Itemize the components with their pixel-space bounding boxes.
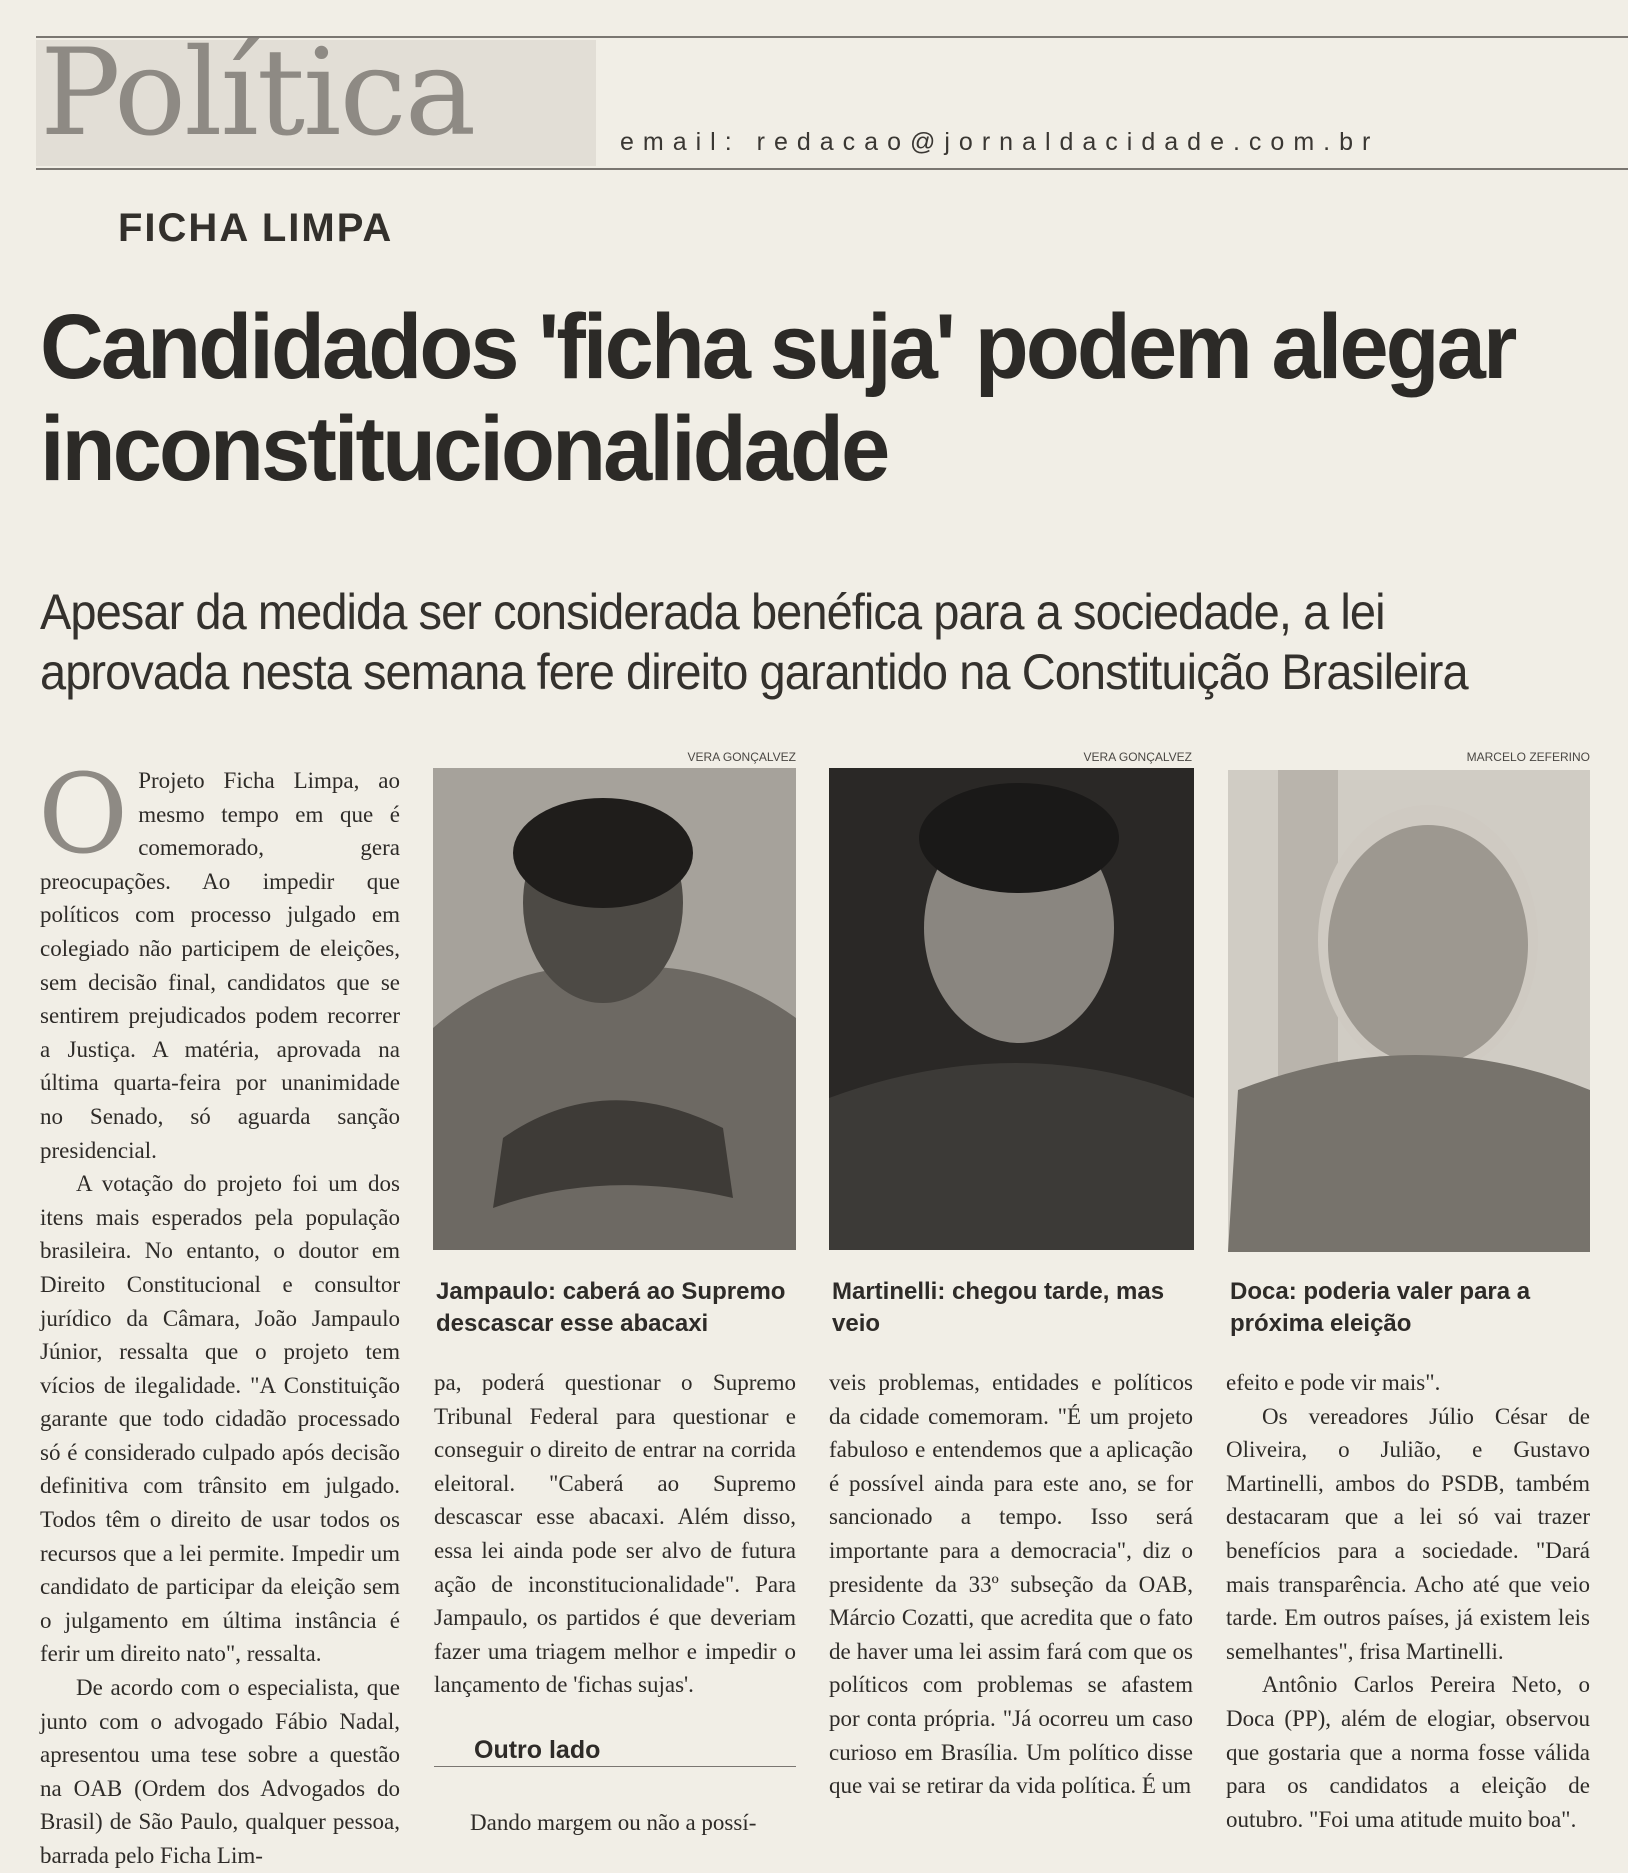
photo-martinelli: [829, 768, 1194, 1250]
photo-jampaulo: [433, 768, 796, 1250]
col3-paragraph-1: veis problemas, entidades e políticos da cidade comemoram. "É um projeto fabuloso e entendemos que a aplicação é possível ainda para este ano, se for sancionado a tempo. Isso será importante para a democracia", diz o presidente da 33º subseção da OAB, Márcio Cozatti, que acredita que o fato de haver uma lei assim fará com que os políticos com problemas se afastem por conta própria. "Já ocorreu um caso curioso em Brasília. Um político disse que vai se retirar da vida política. É um: [829, 1370, 1193, 1799]
article-kicker: FICHA LIMPA: [118, 206, 394, 250]
col1-paragraph-3: De acordo com o especialista, que junto com o advogado Fábio Nadal, apresentou uma tese sobre a questão na OAB (Ordem dos Advogados do Brasil) de São Paulo, qualquer pessoa, barrada pelo Ficha Lim-: [40, 1675, 400, 1868]
photo-caption-2: Martinelli: chegou tarde, mas veio: [832, 1278, 1165, 1337]
dropcap: O: [38, 750, 129, 878]
article-column-2: [434, 1366, 796, 1702]
article-headline: Candidados 'ficha suja' podem alegar inconstitucionalidade: [40, 296, 1515, 500]
photo-caption-1: Jampaulo: caberá ao Supremo descascar esse abacaxi: [436, 1278, 786, 1337]
col1-paragraph-1-text: Projeto Ficha Limpa, ao mesmo tempo em que é comemorado, gera preocupações. Ao impedir que políticos com processo julgado em colegiado não participem de eleições, sem decisão final, candidatos que se sentirem prejudicados podem recorrer a Justiça. A matéria, aprovada na última quarta-feira por unanimidade no Senado, só aguarda sanção presidencial.: [40, 768, 400, 1163]
col1-paragraph-1: [38, 750, 400, 1167]
outro-lado-rule: [434, 1766, 796, 1767]
col2-paragraph-2: Dando margem ou não a possí-: [470, 1810, 757, 1835]
col4-paragraph-3: Antônio Carlos Pereira Neto, o Doca (PP), além de elogiar, observou que gostaria que a norma fosse válida para os candidatos a eleição de outubro. "Foi uma atitude muito boa".: [1226, 1672, 1590, 1832]
col2-paragraph-1: pa, poderá questionar o Supremo Tribunal Federal para questionar e conseguir o direito de entrar na corrida eleitoral. "Caberá ao Supremo descascar esse abacaxi. Além disso, essa lei ainda pode ser alvo de futura ação de inconstitucionalidade". Para Jampaulo, os partidos é que deveriam fazer uma triagem melhor e impedir o lançamento de 'fichas sujas'.: [434, 1370, 796, 1698]
article-column-2-continued: [434, 1806, 796, 1840]
photo-credit-1: VERA GONÇALVEZ: [687, 750, 796, 764]
section-title: Política: [40, 24, 475, 163]
photo-doca: [1228, 770, 1590, 1252]
article-column-4: [1226, 1366, 1590, 1836]
outro-lado-subtitle: Outro lado: [474, 1736, 601, 1764]
photo-credit-3: MARCELO ZEFERINO: [1466, 750, 1590, 764]
photo-caption-3: Doca: poderia valer para a próxima eleição: [1230, 1278, 1531, 1337]
photo-credit-2: VERA GONÇALVEZ: [1083, 750, 1192, 764]
masthead-rule: [36, 168, 1628, 170]
col4-paragraph-2: Os vereadores Júlio César de Oliveira, o Julião, e Gustavo Martinelli, ambos do PSDB, também destacaram que a lei só vai trazer benefícios para a sociedade. "Dará mais transparência. Acho até que veio tarde. Em outros países, já existem leis semelhantes", frisa Martinelli.: [1226, 1403, 1590, 1664]
section-email: email: redacao@jornaldacidade.com.br: [620, 128, 1380, 156]
portrait-jampaulo-image: [433, 768, 796, 1250]
portrait-martinelli-image: [829, 768, 1194, 1250]
article-column-1: [38, 750, 400, 1873]
portrait-doca-image: [1228, 770, 1590, 1252]
col1-paragraph-2: A votação do projeto foi um dos itens mais esperados pela população brasileira. No entanto, o doutor em Direito Constitucional e consultor jurídico da Câmara, João Jampaulo Júnior, ressalta que o projeto tem vícios de ilegalidade. "A Constituição garante que todo cidadão processado só é considerado culpado após decisão definitiva com trânsito em julgado. Todos têm o direito de usar todos os recursos que a lei permite. Impedir um candidato de participar da eleição sem o julgamento em última instância é ferir um direito nato", ressalta.: [40, 1171, 400, 1667]
article-column-3: [829, 1366, 1193, 1803]
col4-paragraph-1: efeito e pode vir mais".: [1226, 1370, 1441, 1395]
article-subheadline: Apesar da medida ser considerada benéfica para a sociedade, a lei aprovada nesta semana fere direito garantido na Constituição Brasileira: [40, 584, 1468, 700]
